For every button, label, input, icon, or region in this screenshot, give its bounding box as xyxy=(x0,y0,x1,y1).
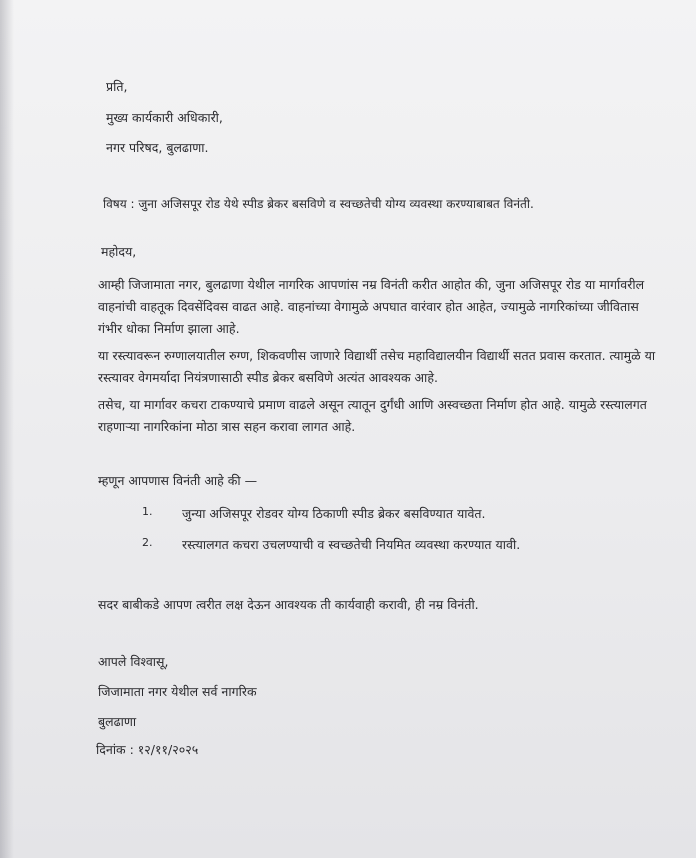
signoff-from: जिजामाता नगर येथील सर्व नागरिक xyxy=(98,684,257,699)
signoff-place: बुलढाणा xyxy=(98,714,137,729)
request-intro: म्हणून आपणास विनंती आहे की — xyxy=(98,473,258,488)
recipient-office: नगर परिषद, बुलढाणा. xyxy=(106,140,209,155)
signoff-date: दिनांक : १२/११/२०२५ xyxy=(96,742,199,757)
request-text: जुन्या अजिसपूर रोडवर योग्य ठिकाणी स्पीड ब्रेकर बसविण्यात यावेत. xyxy=(182,506,486,521)
request-item-1 xyxy=(0,505,696,523)
body-paragraph-1: आम्ही जिजामाता नगर, बुलढाणा येथील नागरिक आपणांस नम्र विनंती करीत आहोत की, जुना अजिसपूर रोड या मार्गावरील वाहनांची वाहतूक दिवसेंदिवस वाढत आहे. वाहनांच्या वेगामुळे अपघात वारंवार होत आहेत, ज्यामुळे नागरिकांच्या जीवितास गंभीर धोका निर्माण झाला आहे. xyxy=(98,277,645,336)
body-paragraph-2: या रस्त्यावरून रुग्णालयातील रुग्ण, शिकवणीस जाणारे विद्यार्थी तसेच महाविद्यालयीन विद्यार्थी सतत प्रवास करतात. त्यामुळे या रस्त्यावर वेगमर्यादा नियंत्रणासाठी स्पीड ब्रेकर बसविणे अत्यंत आवश्यक आहे. xyxy=(98,348,656,385)
recipient-to: प्रति, xyxy=(106,79,128,94)
recipient-title: मुख्य कार्यकारी अधिकारी, xyxy=(106,110,223,125)
body-paragraph-3: तसेच, या मार्गावर कचरा टाकण्याचे प्रमाण वाढले असून त्यातून दुर्गंधी आणि अस्वच्छता निर्माण होत आहे. यामुळे रस्त्यालगत राहणाऱ्या नागरिकांना मोठा त्रास सहन करावा लागत आहे. xyxy=(98,397,647,434)
request-text: रस्त्यालगत कचरा उचलण्याची व स्वच्छतेची नियमित व्यवस्था करण्यात यावी. xyxy=(182,537,521,552)
closing-request: सदर बाबीकडे आपण त्वरीत लक्ष देऊन आवश्यक ती कार्यवाही करावी, ही नम्र विनंती. xyxy=(98,597,479,612)
request-item-2 xyxy=(0,536,696,554)
subject-line: विषय : जुना अजिसपूर रोड येथे स्पीड ब्रेकर बसविणे व स्वच्छतेची योग्य व्यवस्था करण्याबाबत विनंती. xyxy=(103,197,534,211)
page-shadow xyxy=(0,0,14,858)
request-number: 2. xyxy=(142,536,153,549)
request-number: 1. xyxy=(142,505,153,518)
salutation: महोदय, xyxy=(101,244,137,259)
signoff-yours: आपले विश्वासू, xyxy=(98,654,169,669)
